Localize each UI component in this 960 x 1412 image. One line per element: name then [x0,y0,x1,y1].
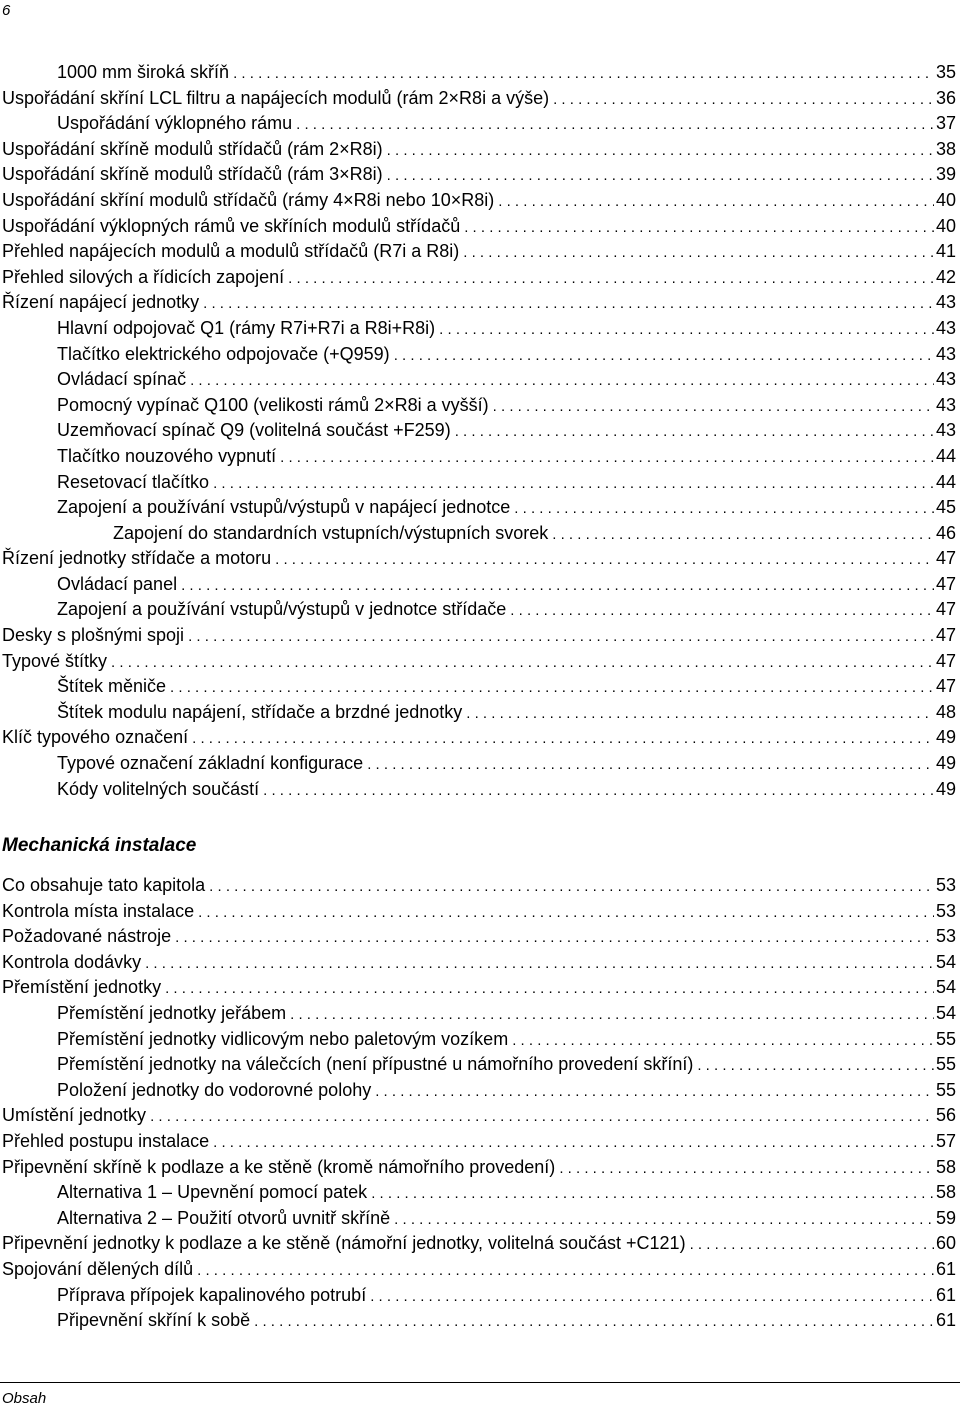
toc-entry[interactable] [0,1129,956,1155]
toc-entry[interactable] [0,899,956,925]
toc-entry[interactable] [0,521,956,547]
dot-leader [366,1284,934,1309]
toc-entry[interactable] [0,1052,956,1078]
toc-entry-page: 37 [935,113,956,134]
dot-leader [686,1232,934,1257]
toc-entry-title: Přehled postupu instalace [2,1130,210,1151]
toc-entry[interactable] [0,214,956,240]
footer-divider [0,1382,960,1383]
toc-entry-page: 43 [935,420,956,441]
dot-leader [276,445,934,470]
toc-entry[interactable] [0,367,956,393]
toc-entry[interactable] [0,777,956,803]
toc-entry[interactable] [0,86,956,112]
toc-entry-page: 43 [935,394,956,415]
dot-leader [383,138,934,163]
toc-entry-page: 47 [935,676,956,697]
toc-entry-page: 38 [935,138,956,159]
toc-entry-title: Štítek měniče [57,676,167,697]
toc-entry[interactable] [0,470,956,496]
dot-leader [494,189,934,214]
toc-entry[interactable] [0,725,956,751]
toc-entry-title: Ovládací panel [57,573,178,594]
toc-entry-page: 35 [935,62,956,82]
toc-entry[interactable] [0,572,956,598]
toc-entry-title: Štítek modulu napájení, střídače a brzdné jednotky [57,701,463,722]
toc-entry-page: 40 [935,189,956,210]
dot-leader [177,573,934,598]
toc-entry-page: 43 [935,317,956,338]
toc-entry-page: 43 [935,292,956,313]
dot-leader [555,1156,934,1181]
toc-entry-page: 58 [935,1182,956,1203]
dot-leader [549,87,934,112]
toc-entry[interactable] [0,495,956,521]
dot-leader [184,624,934,649]
toc-entry-page: 61 [935,1310,956,1331]
toc-entry-title: Zapojení do standardních vstupních/výstupních svorek [113,522,549,543]
dot-leader [489,394,934,419]
toc-entry-title: Zapojení a používání vstupů/výstupů v napájecí jednotce [57,497,511,518]
toc-entry-page: 41 [935,241,956,262]
dot-leader [199,291,934,316]
toc-entry[interactable] [0,950,956,976]
toc-entry-page: 44 [935,471,956,492]
toc-entry[interactable] [0,111,956,137]
toc-entry[interactable] [0,162,956,188]
toc-entry-title: Alternativa 1 – Upevnění pomocí patek [57,1182,368,1203]
dot-leader [462,701,934,726]
toc-entry-page: 42 [935,266,956,287]
toc-entry-page: 53 [935,926,956,947]
dot-leader [171,925,934,950]
dot-leader [390,1207,934,1232]
toc-entry-title: Tlačítko nouzového vypnutí [57,445,277,466]
dot-leader [451,419,934,444]
toc-entry-title: Přemístění jednotky jeřábem [57,1002,287,1023]
dot-leader [141,951,934,976]
toc-entry-title: Přemístění jednotky [2,977,162,998]
toc-entry-title: Přemístění jednotky vidlicovým nebo paletovým vozíkem [57,1028,509,1049]
toc-entry[interactable] [0,674,956,700]
dot-leader [292,112,934,137]
toc-entry[interactable] [0,290,956,316]
dot-leader [460,215,934,240]
toc-entry-title: Typové štítky [2,650,108,671]
toc-entry-title: Uspořádání skříní LCL filtru a napájecích modulů (rám 2×R8i a výše) [2,87,550,108]
toc-entry[interactable] [0,873,956,899]
dot-leader [209,471,934,496]
dot-leader [250,1309,934,1334]
table-of-contents-mechanical-installation [0,873,956,1334]
toc-entry-title: Pomocný vypínač Q100 (velikosti rámů 2×R8i a vyšší) [57,394,489,415]
dot-leader [506,598,934,623]
toc-entry[interactable] [0,975,956,1001]
dot-leader [371,1079,934,1104]
toc-entry[interactable] [0,418,956,444]
toc-entry-title: Řízení napájecí jednotky [2,292,200,313]
dot-leader [161,976,934,1001]
toc-entry-title: 1000 mm široká skříň [57,62,230,82]
toc-entry-title: Přehled napájecích modulů a modulů střídačů (R7i a R8i) [2,241,460,262]
toc-entry-page: 54 [935,977,956,998]
toc-entry-title: Položení jednotky do vodorovné polohy [57,1079,372,1100]
dot-leader [363,752,934,777]
toc-entry-page: 53 [935,875,956,895]
toc-entry-page: 61 [935,1258,956,1279]
toc-entry-page: 54 [935,951,956,972]
toc-entry[interactable] [0,265,956,291]
toc-entry[interactable] [0,1257,956,1283]
toc-entry[interactable] [0,1180,956,1206]
toc-entry-page: 45 [935,497,956,518]
toc-entry-page: 43 [935,343,956,364]
dot-leader [166,675,934,700]
toc-entry[interactable] [0,751,956,777]
dot-leader [188,726,934,751]
toc-entry-page: 47 [935,599,956,620]
toc-entry[interactable] [0,60,956,86]
toc-entry[interactable] [0,1027,956,1053]
dot-leader [459,240,934,265]
dot-leader [548,522,934,547]
toc-entry-page: 57 [935,1130,956,1151]
dot-leader [693,1053,934,1078]
toc-entry[interactable] [0,649,956,675]
toc-entry-page: 60 [935,1233,956,1254]
dot-leader [271,547,934,572]
toc-entry[interactable] [0,444,956,470]
toc-entry[interactable] [0,1283,956,1309]
toc-entry-title: Umístění jednotky [2,1105,147,1126]
toc-entry-page: 39 [935,164,956,185]
toc-entry-title: Zapojení a používání vstupů/výstupů v jednotce střídače [57,599,507,620]
toc-entry-title: Uspořádání skříní modulů střídačů (rámy 4×R8i nebo 10×R8i) [2,189,495,210]
toc-entry[interactable] [0,342,956,368]
dot-leader [107,650,934,675]
toc-entry[interactable] [0,137,956,163]
toc-entry-page: 54 [935,1002,956,1023]
toc-entry[interactable] [0,1155,956,1181]
toc-entry-page: 47 [935,650,956,671]
dot-leader [390,343,934,368]
toc-entry-title: Desky s plošnými spoji [2,625,185,646]
toc-entry-title: Tlačítko elektrického odpojovače (+Q959) [57,343,390,364]
toc-entry-title: Uzemňovací spínač Q9 (volitelná součást +F259) [57,420,451,441]
toc-entry-title: Spojování dělených dílů [2,1258,194,1279]
toc-entry-page: 43 [935,369,956,390]
toc-entry-title: Kontrola místa instalace [2,900,195,921]
dot-leader [229,61,934,86]
dot-leader [193,1258,934,1283]
toc-entry-title: Připevnění skříně k podlaze a ke stěně (kromě námořního provedení) [2,1156,556,1177]
toc-entry[interactable] [0,188,956,214]
toc-entry-title: Kódy volitelných součástí [57,778,260,799]
toc-entry-page: 40 [935,215,956,236]
toc-entry[interactable] [0,597,956,623]
page-number: 6 [2,2,11,19]
toc-entry[interactable] [0,700,956,726]
toc-entry-page: 55 [935,1028,956,1049]
toc-entry[interactable] [0,623,956,649]
toc-entry[interactable] [0,1001,956,1027]
table-of-contents [0,60,956,802]
toc-entry-title: Uspořádání výklopných rámů ve skříních modulů střídačů [2,215,461,236]
toc-entry-title: Hlavní odpojovač Q1 (rámy R7i+R7i a R8i+R8i) [57,317,436,338]
dot-leader [209,1130,934,1155]
toc-entry-title: Klíč typového označení [2,727,189,748]
toc-entry-title: Uspořádání skříně modulů střídačů (rám 3×R8i) [2,164,383,185]
toc-entry-page: 46 [935,522,956,543]
toc-entry-page: 47 [935,573,956,594]
toc-entry-page: 55 [935,1079,956,1100]
toc-entry-title: Alternativa 2 – Použití otvorů uvnitř skříně [57,1207,391,1228]
toc-entry-title: Ovládací spínač [57,369,187,390]
toc-entry[interactable] [0,1231,956,1257]
dot-leader [286,1002,934,1027]
dot-leader [284,266,934,291]
toc-entry[interactable] [0,239,956,265]
toc-entry-page: 55 [935,1054,956,1075]
toc-entry[interactable] [0,924,956,950]
toc-entry-page: 44 [935,445,956,466]
toc-entry-page: 49 [935,753,956,774]
toc-entry-page: 36 [935,87,956,108]
toc-entry-title: Příprava přípojek kapalinového potrubí [57,1284,367,1305]
toc-entry-page: 47 [935,548,956,569]
section-heading: Mechanická instalace [2,835,197,856]
toc-entry[interactable] [0,1078,956,1104]
dot-leader [510,496,934,521]
toc-entry-page: 48 [935,701,956,722]
toc-entry-title: Uspořádání skříně modulů střídačů (rám 2×R8i) [2,138,383,159]
toc-entry-title: Kontrola dodávky [2,951,142,972]
dot-leader [205,874,934,899]
toc-entry-title: Řízení jednotky střídače a motoru [2,548,272,569]
dot-leader [435,317,934,342]
dot-leader [186,368,934,393]
toc-entry-page: 59 [935,1207,956,1228]
toc-entry[interactable] [0,393,956,419]
toc-entry-title: Přehled silových a řídicích zapojení [2,266,285,287]
dot-leader [367,1181,934,1206]
toc-entry[interactable] [0,1103,956,1129]
toc-entry[interactable] [0,546,956,572]
dot-leader [259,778,934,803]
toc-entry-page: 53 [935,900,956,921]
toc-entry-title: Resetovací tlačítko [57,471,210,492]
toc-entry-page: 49 [935,778,956,799]
toc-entry[interactable] [0,1308,956,1334]
dot-leader [383,163,934,188]
toc-entry-title: Co obsahuje tato kapitola [2,875,206,895]
toc-entry-title: Typové označení základní konfigurace [57,753,364,774]
toc-entry-title: Požadované nástroje [2,926,172,947]
dot-leader [508,1028,934,1053]
toc-entry-page: 58 [935,1156,956,1177]
toc-entry[interactable] [0,316,956,342]
toc-entry-title: Připevnění jednotky k podlaze a ke stěně (námořní jednotky, volitelná součást +C121) [2,1233,686,1254]
toc-entry-page: 56 [935,1105,956,1126]
dot-leader [146,1104,934,1129]
toc-entry-title: Přemístění jednotky na válečcích (není přípustné u námořního provedení skříní) [57,1054,694,1075]
footer-label: Obsah [2,1390,47,1407]
toc-entry-page: 49 [935,727,956,748]
dot-leader [194,900,934,925]
toc-entry[interactable] [0,1206,956,1232]
toc-entry-page: 47 [935,625,956,646]
toc-entry-page: 61 [935,1284,956,1305]
toc-entry-title: Připevnění skříní k sobě [57,1310,251,1331]
toc-entry-title: Uspořádání výklopného rámu [57,113,293,134]
